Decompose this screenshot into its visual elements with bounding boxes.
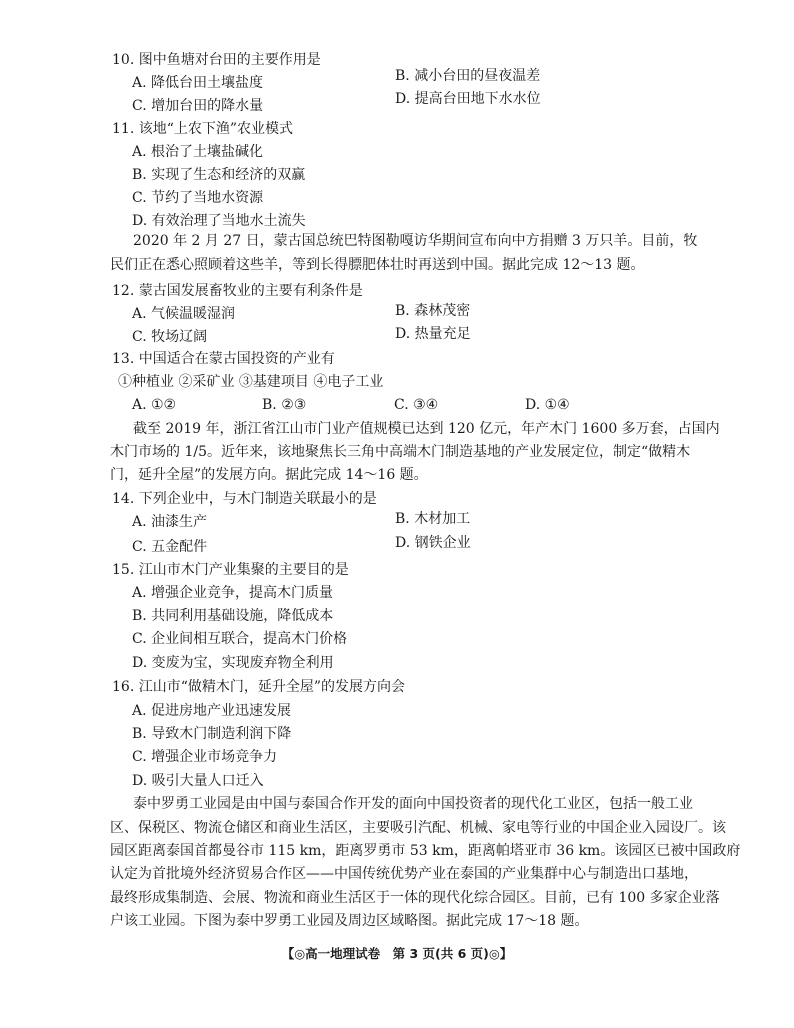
passage-3-line-4: 认定为首批境外经济贸易合作区——中国传统优势产业在泰国的产业集群中心与制造出口基地， [110, 866, 698, 882]
question-15-stem: 15. 江山市木门产业集聚的主要目的是 [112, 562, 349, 578]
question-13-stem: 13. 中国适合在蒙古国投资的产业有 [112, 351, 335, 367]
question-11-stem: 11. 该地“上农下渔”农业模式 [112, 121, 294, 137]
question-16-option-b: B. 导致木门制造利润下降 [132, 726, 292, 742]
passage-3-line-3: 园区距离泰国首都曼谷市 115 km，距离罗勇市 53 km，距离帕塔亚市 36 km。该园区已被中国政府 [110, 843, 741, 859]
question-14-option-d: D. 钢铁企业 [395, 535, 471, 551]
passage-2-line-3: 门，延升全屋”的发展方向。据此完成 14～16 题。 [110, 467, 428, 483]
question-12-option-d: D. 热量充足 [395, 326, 471, 342]
question-11-option-b: B. 实现了生态和经济的双赢 [132, 167, 306, 183]
passage-1-line-1: 2020 年 2 月 27 日，蒙古国总统巴特图勒嘎访华期间宣布向中方捐赠 3 万只羊。目前，牧 [133, 233, 698, 249]
passage-3-line-6: 户该工业园。下图为泰中罗勇工业园及周边区域略图。据此完成 17～18 题。 [110, 913, 589, 929]
question-10-option-b: B. 减小台田的昼夜温差 [395, 68, 541, 84]
question-13-option-c: C. ③④ [394, 397, 439, 413]
question-10-option-c: C. 增加台田的降水量 [132, 98, 264, 114]
passage-3-line-1: 泰中罗勇工业园是由中国与泰国合作开发的面向中国投资者的现代化工业区，包括一般工业 [133, 796, 693, 812]
question-10-stem: 10. 图中鱼塘对台田的主要作用是 [112, 52, 321, 68]
question-11-option-c: C. 节约了当地水资源 [132, 190, 264, 206]
footer-right-mark: ◎】 [488, 946, 513, 961]
passage-3-line-2: 区、保税区、物流仓储区和商业生活区，主要吸引汽配、机械、家电等行业的中国企业入园设厂。该 [110, 820, 726, 836]
question-16-option-c: C. 增强企业市场竞争力 [132, 749, 278, 765]
question-15-option-c: C. 企业间相互联合，提高木门价格 [132, 631, 348, 647]
question-12-stem: 12. 蒙古国发展畜牧业的主要有利条件是 [112, 283, 363, 299]
question-16-option-a: A. 促进房地产业迅速发展 [132, 703, 292, 719]
passage-2-line-2: 木门市场的 1/5。近年来，该地聚焦长三角中高端木门制造基地的产业发展定位，制定“做精木 [110, 444, 691, 460]
question-15-option-a: A. 增强企业竞争，提高木门质量 [132, 585, 334, 601]
question-12-option-b: B. 森林茂密 [395, 303, 471, 319]
question-14-option-b: B. 木材加工 [395, 511, 471, 527]
question-16-option-d: D. 吸引大量人口迁入 [132, 773, 264, 789]
question-16-stem: 16. 江山市“做精木门，延升全屋”的发展方向会 [112, 679, 406, 695]
question-13-items: ①种植业 ②采矿业 ③基建项目 ④电子工业 [118, 374, 384, 390]
question-13-option-d: D. ①④ [525, 397, 570, 413]
passage-1-line-2: 民们正在悉心照顾着这些羊，等到长得膘肥体壮时再送到中国。据此完成 12～13 题。 [110, 257, 645, 273]
passage-2-line-1: 截至 2019 年，浙江省江山市门业产值规模已达到 120 亿元，年产木门 1600 多万套，占国内 [133, 421, 720, 437]
question-11-option-d: D. 有效治理了当地水土流失 [132, 213, 306, 229]
question-14-option-c: C. 五金配件 [132, 539, 208, 555]
question-14-stem: 14. 下列企业中，与木门制造关联最小的是 [112, 491, 377, 507]
question-10-option-d: D. 提高台田地下水水位 [395, 91, 541, 107]
passage-3-line-5: 最终形成集制造、会展、物流和商业生活区于一体的现代化综合园区。目前，已有 100 多家企业落 [110, 890, 720, 906]
page-footer [0, 945, 794, 963]
question-10-option-a: A. 降低台田土壤盐度 [132, 75, 264, 91]
question-13-option-a: A. ①② [132, 397, 177, 413]
question-13-option-b: B. ②③ [262, 397, 307, 413]
footer-text: 高一地理试卷 第 3 页(共 6 页) [305, 946, 489, 961]
question-12-option-c: C. 牧场辽阔 [132, 329, 208, 345]
question-14-option-a: A. 油漆生产 [132, 514, 208, 530]
footer-left-mark: 【◎ [281, 946, 306, 961]
question-15-option-d: D. 变废为宝，实现废弃物全利用 [132, 655, 334, 671]
question-11-option-a: A. 根治了土壤盐碱化 [132, 144, 264, 160]
question-12-option-a: A. 气候温暖湿润 [132, 306, 236, 322]
question-15-option-b: B. 共同利用基础设施，降低成本 [132, 608, 334, 624]
